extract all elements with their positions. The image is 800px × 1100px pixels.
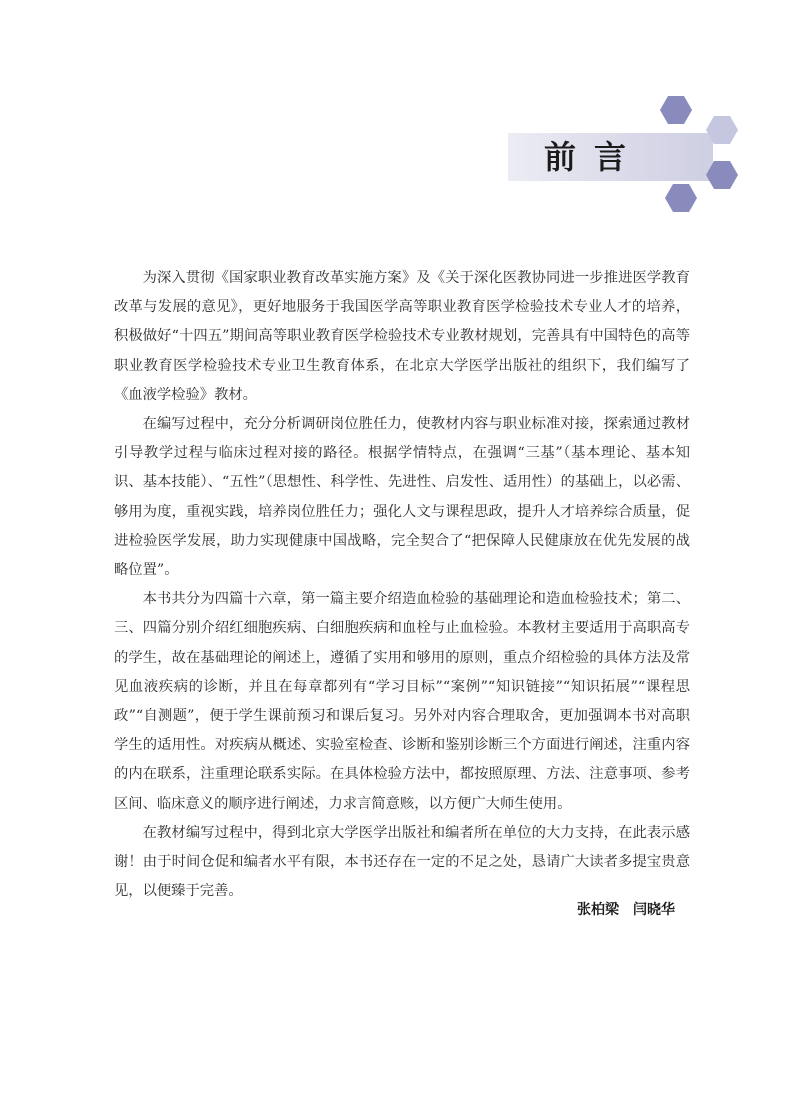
- paragraph: 在编写过程中，充分分析调研岗位胜任力，使教材内容与职业标准对接，探索通过教材引导教学过程与临床过程对接的路径。根据学情特点，在强调“三基”（基本理论、基本知识、基本技能）、“五性”（思想性、科学性、先进性、启发性、适用性）的基础上，以必需、够用为度，重视实践，培养岗位胜任力；强化人文与课程思政，提升人才培养综合质量，促进检验医学发展，助力实现健康中国战略，完全契合了“把保障人民健康放在优先发展的战略位置”。: [114, 416, 690, 579]
- paragraph: 为深入贯彻《国家职业教育改革实施方案》及《关于深化医教协同进一步推进医学教育改革与发展的意见》，更好地服务于我国医学高等职业教育医学检验技术专业人才的培养，积极做好“十四五”期间高等职业教育医学检验技术专业教材规划，完善具有中国特色的高等职业教育医学检验技术专业卫生教育体系，在北京大学医学出版社的组织下，我们编写了《血液学检验》教材。: [114, 270, 690, 403]
- hexagon-dark-bottom: [665, 184, 697, 212]
- preface-body: [114, 264, 690, 906]
- author-signature: 张柏梁 闫晓华: [577, 902, 675, 918]
- paragraph: 本书共分为四篇十六章，第一篇主要介绍造血检验的基础理论和造血检验技术；第二、三、四篇分别介绍红细胞疾病、白细胞疾病和血栓与止血检验。本教材主要适用于高职高专的学生，故在基础理论的阐述上，遵循了实用和够用的原则，重点介绍检验的具体方法及常见血液疾病的诊断，并且在每章都列有“学习目标”“案例”“知识链接”“知识拓展”“课程思政”“自测题”，便于学生课前预习和课后复习。另外对内容合理取舍，更加强调本书对高职学生的适用性。对疾病从概述、实验室检查、诊断和鉴别诊断三个方面进行阐述，注重内容的内在联系，注重理论联系实际。在具体检验方法中，都按照原理、方法、注意事项、参考区间、临床意义的顺序进行阐述，力求言简意赅，以方便广大师生使用。: [114, 591, 690, 812]
- paragraph: 在教材编写过程中，得到北京大学医学出版社和编者所在单位的大力支持，在此表示感谢！由于时间仓促和编者水平有限，本书还存在一定的不足之处，恳请广大读者多提宝贵意见，以便臻于完善。: [114, 824, 690, 900]
- hexagon-dark-right: [706, 161, 738, 189]
- page-title: 前言: [544, 138, 645, 176]
- hexagon-light-right: [706, 116, 738, 144]
- hexagon-decoration: [650, 85, 760, 225]
- hexagon-dark-top: [660, 96, 692, 124]
